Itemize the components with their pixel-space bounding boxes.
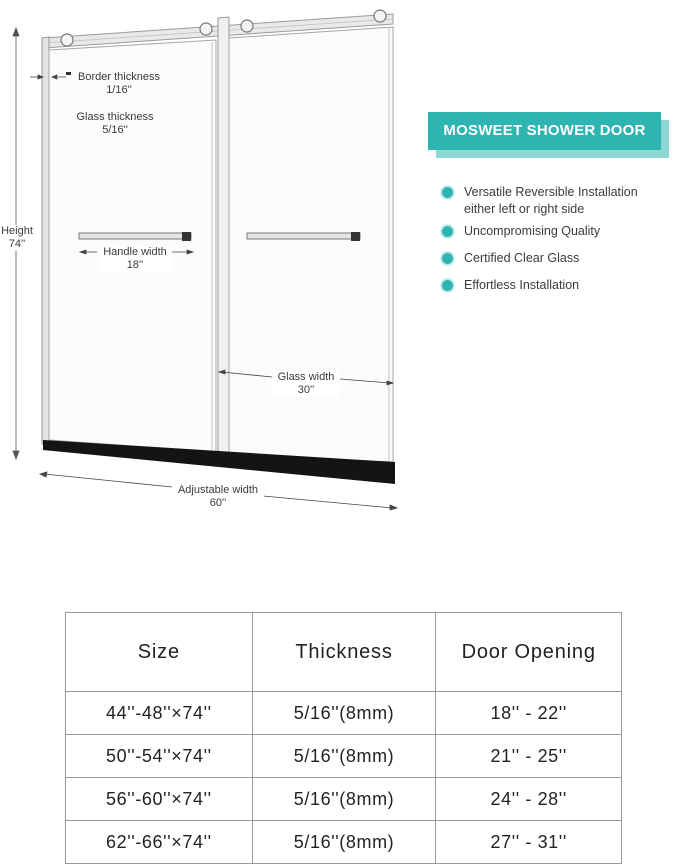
thickness-cell: 5/16''(8mm) xyxy=(252,692,436,735)
glass-width-label: Glass width 30'' xyxy=(272,371,340,397)
table-row xyxy=(66,821,622,864)
adjustable-width-label: Adjustable width 60'' xyxy=(172,484,264,510)
size-cell: 62''-66''×74'' xyxy=(66,821,253,864)
door-opening-cell: 18'' - 22'' xyxy=(436,692,622,735)
thickness-cell: 5/16''(8mm) xyxy=(252,735,436,778)
left-frame xyxy=(42,37,49,444)
thickness-cell: 5/16''(8mm) xyxy=(252,778,436,821)
column-header-door-opening: Door Opening xyxy=(436,613,622,692)
feature-subtext: either left or right side xyxy=(464,202,585,216)
border-thickness-label: Border thickness 1/16'' xyxy=(78,71,160,96)
door-opening-cell: 24'' - 28'' xyxy=(436,778,622,821)
size-cell: 44''-48''×74'' xyxy=(66,692,253,735)
feature-text: Effortless Installation xyxy=(464,278,580,292)
table-row xyxy=(66,735,622,778)
column-header-size: Size xyxy=(66,613,253,692)
banner-title: MOSWEET SHOWER DOOR xyxy=(428,112,661,150)
height-label: Height 74'' xyxy=(1,225,33,250)
feature-item-quality xyxy=(442,223,672,240)
feature-text: Certified Clear Glass xyxy=(464,251,580,265)
thickness-cell: 5/16''(8mm) xyxy=(252,821,436,864)
feature-item-glass xyxy=(442,250,672,267)
bullet-dot-icon xyxy=(442,226,453,237)
table-row xyxy=(66,692,622,735)
table-header-row xyxy=(66,613,622,692)
brand-banner xyxy=(428,112,669,158)
feature-item-reversible xyxy=(442,184,672,218)
table-row xyxy=(66,778,622,821)
feature-text: Uncompromising Quality xyxy=(464,224,601,238)
door-opening-cell: 27'' - 31'' xyxy=(436,821,622,864)
bullet-dot-icon xyxy=(442,253,453,264)
size-cell: 56''-60''×74'' xyxy=(66,778,253,821)
column-header-thickness: Thickness xyxy=(252,613,436,692)
size-spec-table xyxy=(65,612,622,864)
handle-width-label: Handle width 18'' xyxy=(99,246,171,272)
feature-text: Versatile Reversible Installation xyxy=(464,185,638,199)
glass-thickness-label: Glass thickness 5/16'' xyxy=(76,111,154,136)
bullet-dot-icon xyxy=(442,187,453,198)
size-cell: 50''-54''×74'' xyxy=(66,735,253,778)
feature-item-installation xyxy=(442,277,672,294)
bullet-dot-icon xyxy=(442,280,453,291)
door-opening-cell: 21'' - 25'' xyxy=(436,735,622,778)
feature-list xyxy=(442,184,672,294)
